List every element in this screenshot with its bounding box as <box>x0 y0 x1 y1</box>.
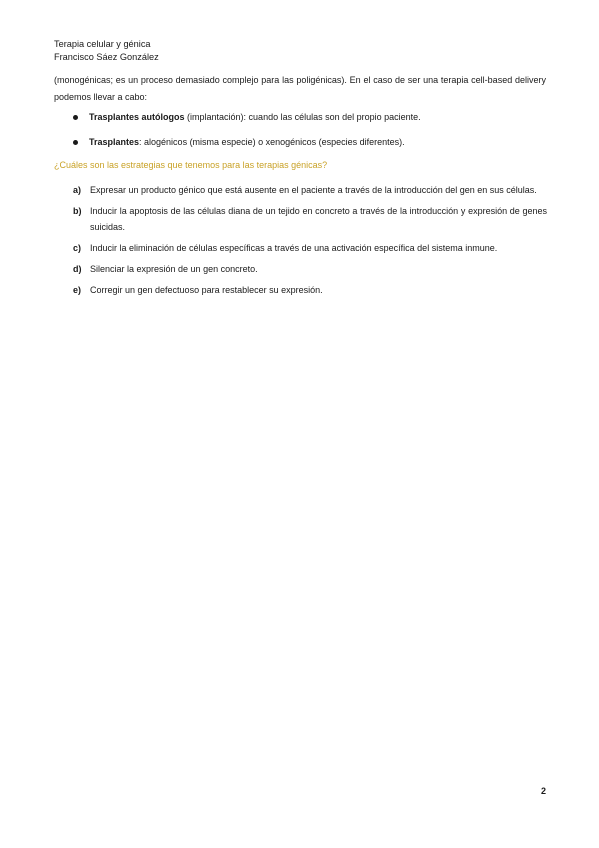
list-item <box>73 136 547 149</box>
list-item <box>73 261 547 277</box>
list-item <box>73 240 547 256</box>
document-title: Terapia celular y génica <box>54 39 151 49</box>
item-text: Silenciar la expresión de un gen concreto. <box>90 264 258 274</box>
section-question: ¿Cuáles son las estrategias que tenemos para las terapias génicas? <box>54 160 328 170</box>
list-item <box>73 111 547 124</box>
item-letter: e) <box>73 285 82 295</box>
item-text: Inducir la eliminación de células específicas a través de una activación específica del sistema inmune. <box>90 243 498 253</box>
bullet-icon <box>73 115 78 120</box>
bullet-term: Trasplantes autólogos <box>89 112 185 122</box>
item-text: Inducir la apoptosis de las células diana de un tejido en concreto a través de la introducción y expresión de genes suicidas. <box>90 206 547 232</box>
item-letter: d) <box>73 264 82 274</box>
strategies-list <box>73 182 547 303</box>
intro-paragraph: (monogénicas; es un proceso demasiado complejo para las poligénicas). En el caso de ser una terapia cell-based delivery podemos llevar a cabo: <box>54 75 546 102</box>
item-text: Corregir un gen defectuoso para restablecer su expresión. <box>90 285 323 295</box>
document-author: Francisco Sáez González <box>54 52 159 62</box>
document-header <box>54 38 159 64</box>
bullet-text: : alogénicos (misma especie) o xenogénicos (especies diferentes). <box>139 137 405 147</box>
page-number: 2 <box>540 786 546 796</box>
item-letter: b) <box>73 206 82 216</box>
list-item <box>73 203 547 235</box>
list-item <box>73 282 547 298</box>
bullet-term: Trasplantes <box>89 137 140 147</box>
item-letter: a) <box>73 185 82 195</box>
bullet-text: (implantación): cuando las células son del propio paciente. <box>184 112 421 122</box>
transplant-list <box>73 111 547 161</box>
item-letter: c) <box>73 243 82 253</box>
item-text: Expresar un producto génico que está ausente en el paciente a través de la introducción del gen en sus células. <box>90 185 537 195</box>
list-item <box>73 182 547 198</box>
bullet-icon <box>73 140 78 145</box>
